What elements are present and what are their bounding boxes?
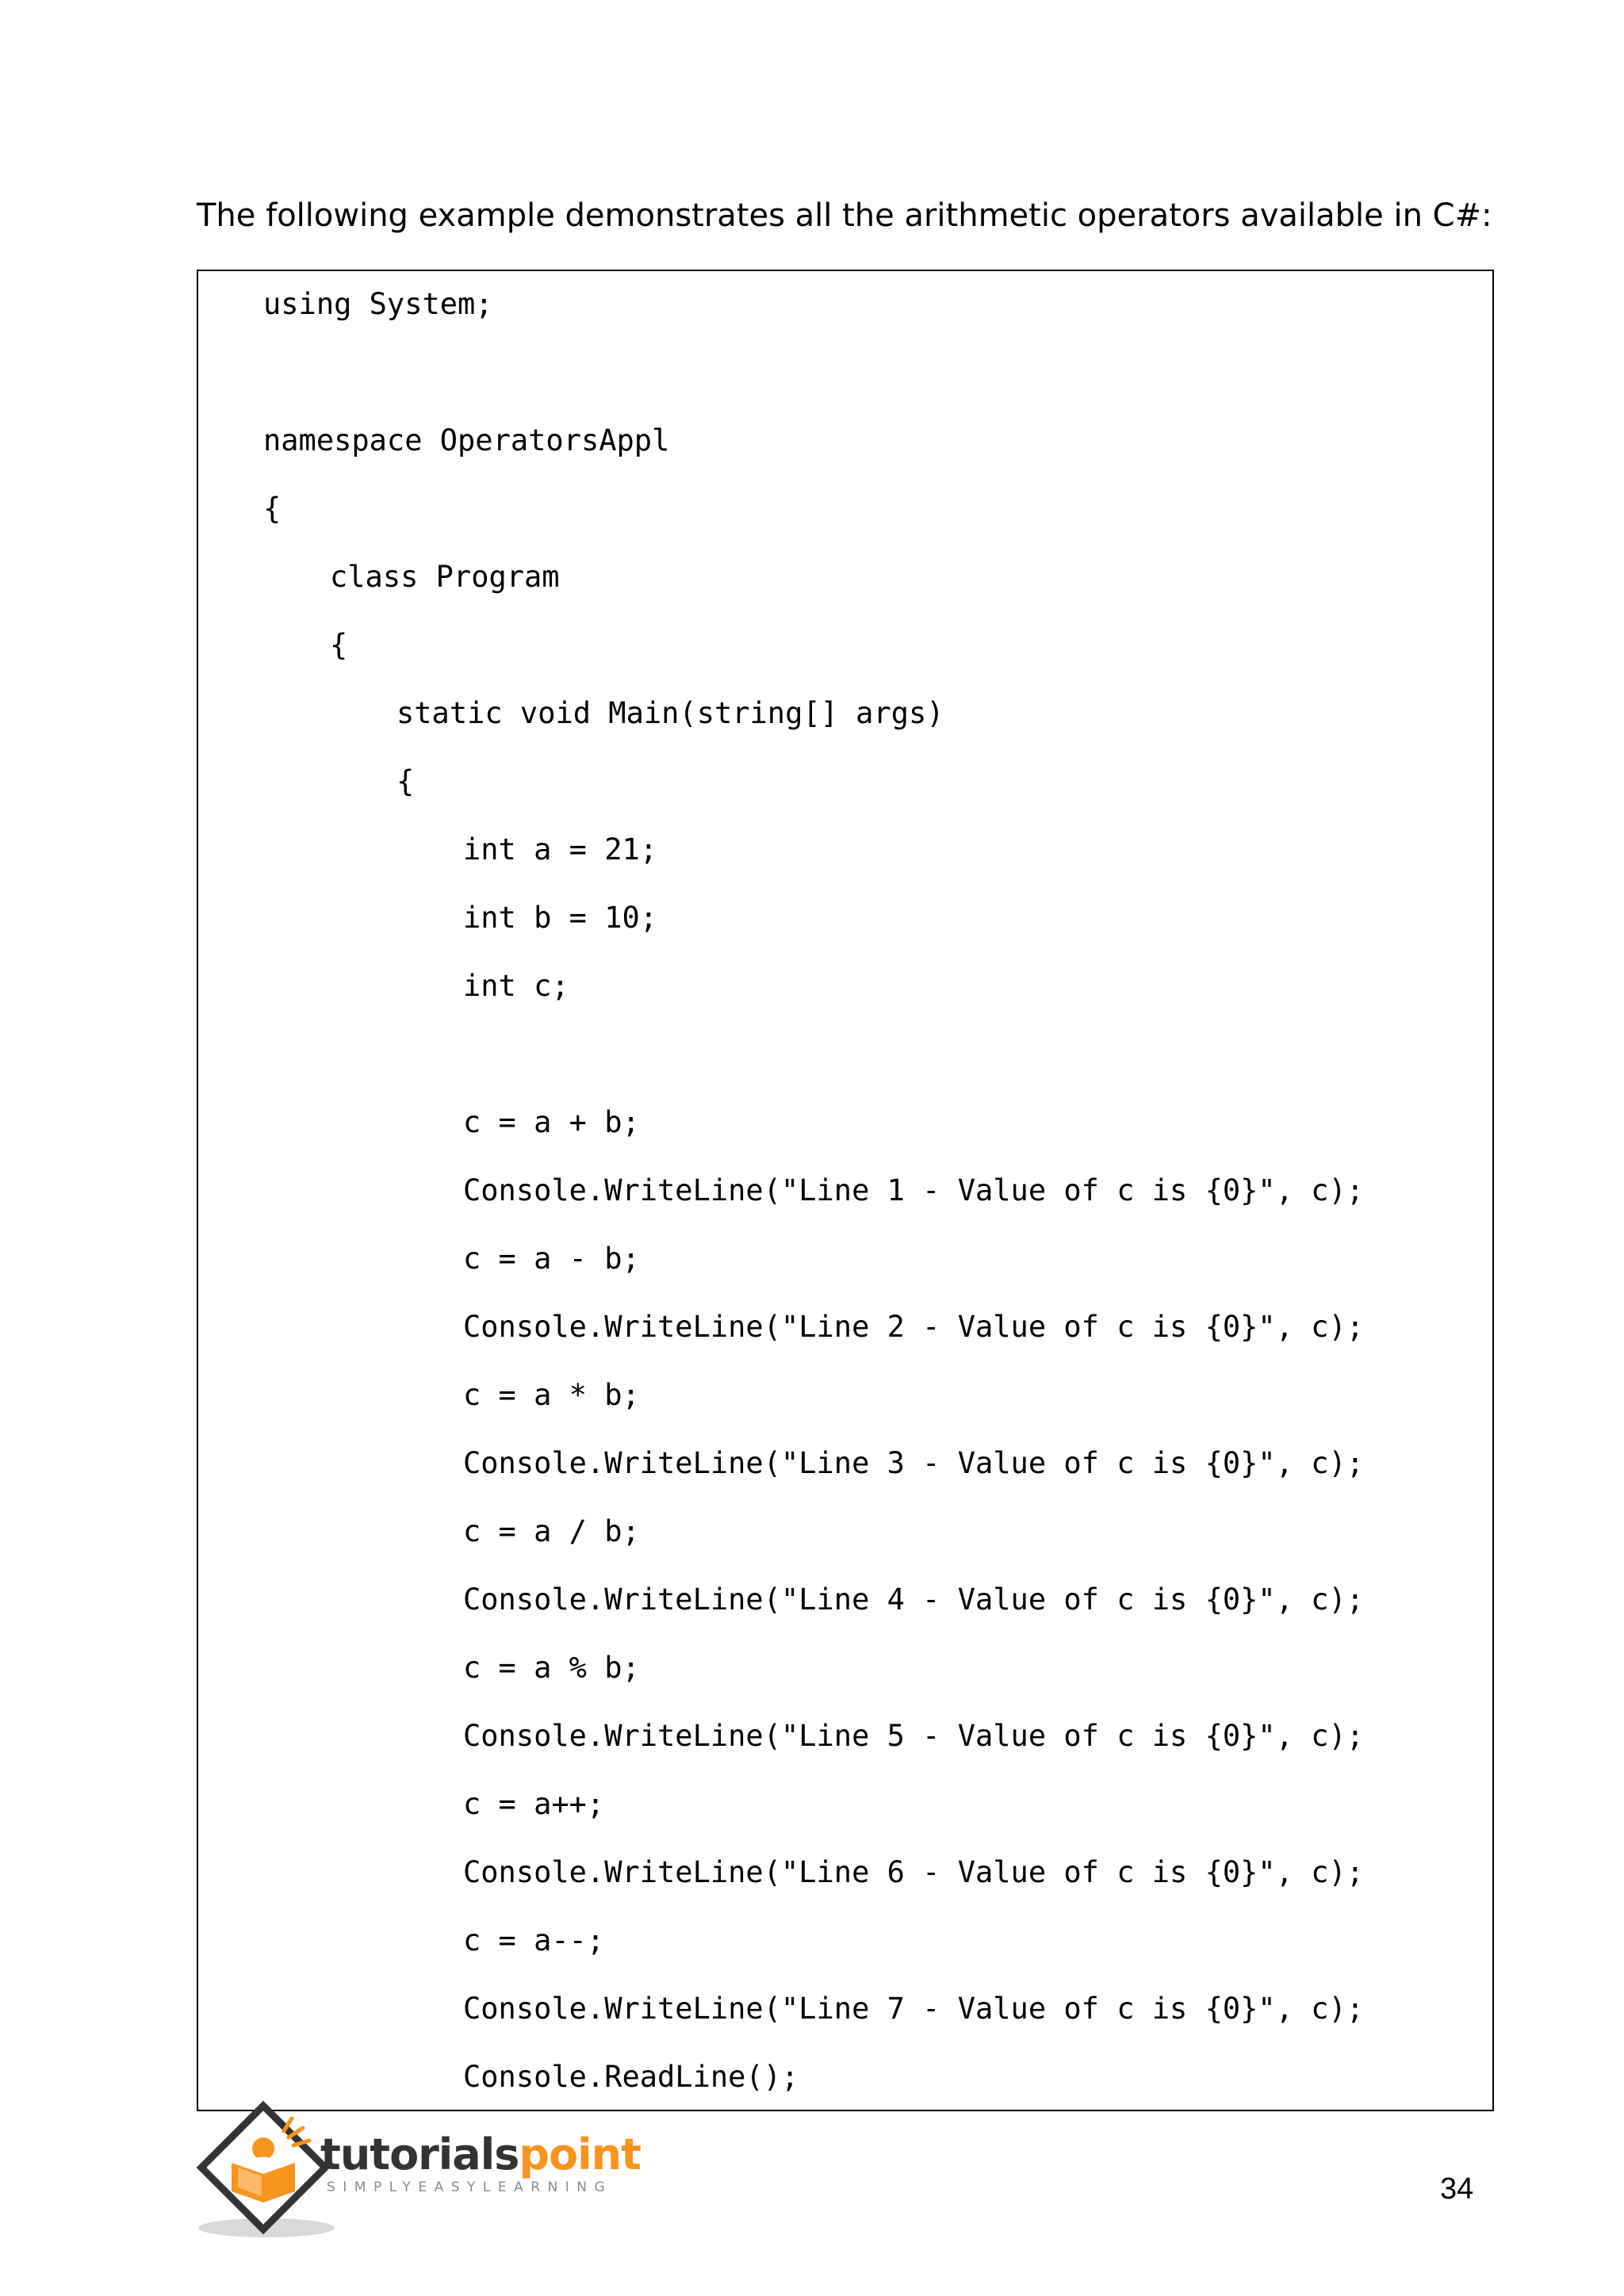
tutorialspoint-logo (193, 2101, 653, 2241)
logo-tagline: SIMPLYEASYLEARNING (327, 2179, 613, 2195)
code-line: class Program (330, 560, 560, 594)
code-line: int c; (463, 969, 569, 1003)
code-line: c = a * b; (463, 1378, 640, 1412)
code-line: static void Main(string[] args) (396, 696, 944, 730)
intro-paragraph: The following example demonstrates all the arithmetic operators available in C#: (197, 197, 1492, 234)
code-line: int a = 21; (463, 832, 658, 867)
code-line: { (396, 764, 415, 798)
code-line: using System; (263, 287, 493, 321)
code-line: c = a--; (463, 1923, 605, 1957)
code-line: int b = 10; (463, 901, 658, 935)
code-line: Console.ReadLine(); (463, 2060, 799, 2094)
code-line: Console.WriteLine("Line 5 - Value of c is {0}", c); (463, 1719, 1365, 1753)
code-line: c = a - b; (463, 1242, 640, 1276)
code-line: Console.WriteLine("Line 3 - Value of c is {0}", c); (463, 1446, 1365, 1480)
code-line: namespace OperatorsAppl (263, 423, 670, 457)
logo-diamond (201, 2106, 325, 2229)
code-line: Console.WriteLine("Line 4 - Value of c is {0}", c); (463, 1582, 1365, 1617)
code-line: { (330, 628, 348, 662)
code-line: c = a % b; (463, 1651, 640, 1685)
code-line: c = a / b; (463, 1514, 640, 1548)
code-line: Console.WriteLine("Line 2 - Value of c is {0}", c); (463, 1310, 1365, 1344)
logo-word-point: point (519, 2130, 641, 2179)
page-number: 34 (1440, 2172, 1474, 2206)
code-line: Console.WriteLine("Line 7 - Value of c is {0}", c); (463, 1992, 1365, 2026)
code-line: c = a++; (463, 1787, 605, 1821)
code-line: c = a + b; (463, 1105, 640, 1139)
svg-text:tutorialspoint (320, 2130, 641, 2179)
logo-word-tutorials: tutorials (320, 2130, 519, 2179)
code-line: { (263, 492, 282, 526)
code-line: Console.WriteLine("Line 6 - Value of c is {0}", c); (463, 1855, 1365, 1889)
code-block (197, 270, 1494, 2111)
code-line: Console.WriteLine("Line 1 - Value of c is {0}", c); (463, 1173, 1365, 1207)
